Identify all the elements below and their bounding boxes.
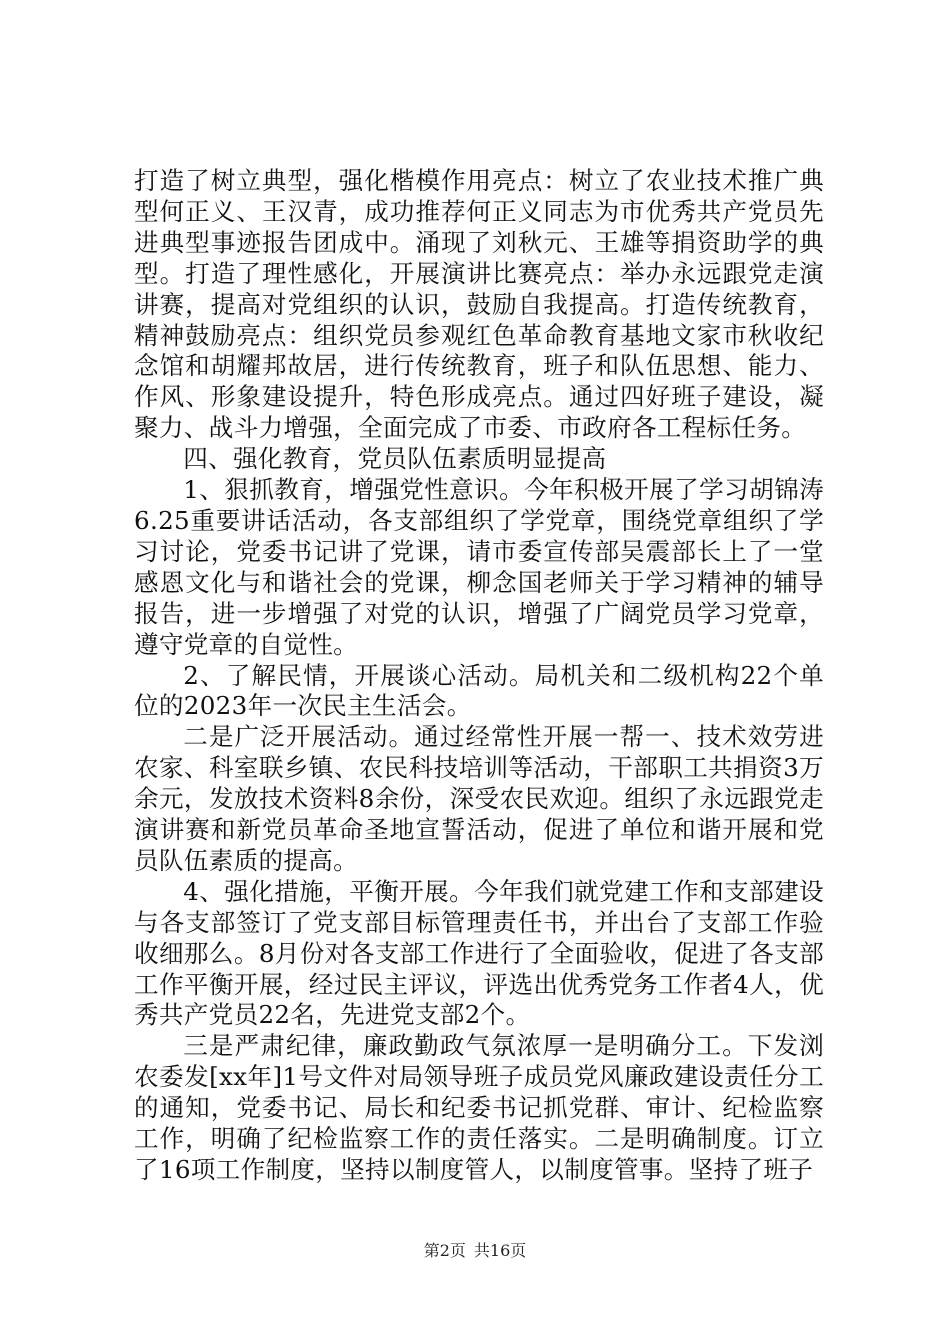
page-total: 共16页 bbox=[473, 1241, 527, 1260]
section-heading: 四、强化教育，党员队伍素质明显提高 bbox=[183, 444, 607, 474]
page-footer bbox=[0, 1241, 950, 1261]
page-number: 第2页 bbox=[423, 1241, 466, 1260]
paragraph: 4、强化措施，平衡开展。今年我们就党建工作和支部建设与各支部签订了党支部目标管理责任书，并出台了支部工作验收细那么。8月份对各支部工作进行了全面验收，促进了各支部工作平衡开展，经过民主评议，评选出优秀党务工作者4人，优秀共产党员22名，先进党支部2个。 bbox=[134, 876, 824, 1030]
paragraph: 1、狠抓教育，增强党性意识。今年积极开展了学习胡锦涛6.25重要讲话活动，各支部组织了学党章，围绕党章组织了学习讨论，党委书记讲了党课，请市委宣传部吴震部长上了一堂感恩文化与和谐社会的党课，柳念国老师关于学习精神的辅导报告，进一步增强了对党的认识，增强了广阔党员学习党章，遵守党章的自觉性。 bbox=[134, 475, 824, 659]
document-body bbox=[134, 166, 824, 1186]
paragraph: 三是严肃纪律，廉政勤政气氛浓厚一是明确分工。下发浏农委发[xx年]1号文件对局领导班子成员党风廉政建设责任分工的通知，党委书记、局长和纪委书记抓党群、审计、纪检监察工作，明确了纪检监察工作的责任落实。二是明确制度。订立了16项工作制度，坚持以制度管人，以制度管事。坚持了班子 bbox=[134, 1031, 824, 1184]
paragraph: 二是广泛开展活动。通过经常性开展一帮一、技术效劳进农家、科室联乡镇、农民科技培训等活动，干部职工共捐资3万余元，发放技术资料8余份，深受农民欢迎。组织了永远跟党走演讲赛和新党员革命圣地宣誓活动，促进了单位和谐开展和党员队伍素质的提高。 bbox=[134, 722, 824, 875]
paragraph: 2、了解民情，开展谈心活动。局机关和二级机构22个单位的2023年一次民主生活会。 bbox=[134, 660, 824, 721]
paragraph: 打造了树立典型，强化楷模作用亮点：树立了农业技术推广典型何正义、王汉青，成功推荐何正义同志为市优秀共产党员先进典型事迹报告团成中。涌现了刘秋元、王雄等捐资助学的典型。打造了理性感化，开展演讲比赛亮点：举办永远跟党走演讲赛，提高对党组织的认识，鼓励自我提高。打造传统教育，精神鼓励亮点：组织党员参观红色革命教育基地文家市秋收纪念馆和胡耀邦故居，进行传统教育，班子和队伍思想、能力、作风、形象建设提升，特色形成亮点。通过四好班子建设，凝聚力、战斗力增强，全面完成了市委、市政府各工程标任务。 bbox=[134, 166, 824, 443]
